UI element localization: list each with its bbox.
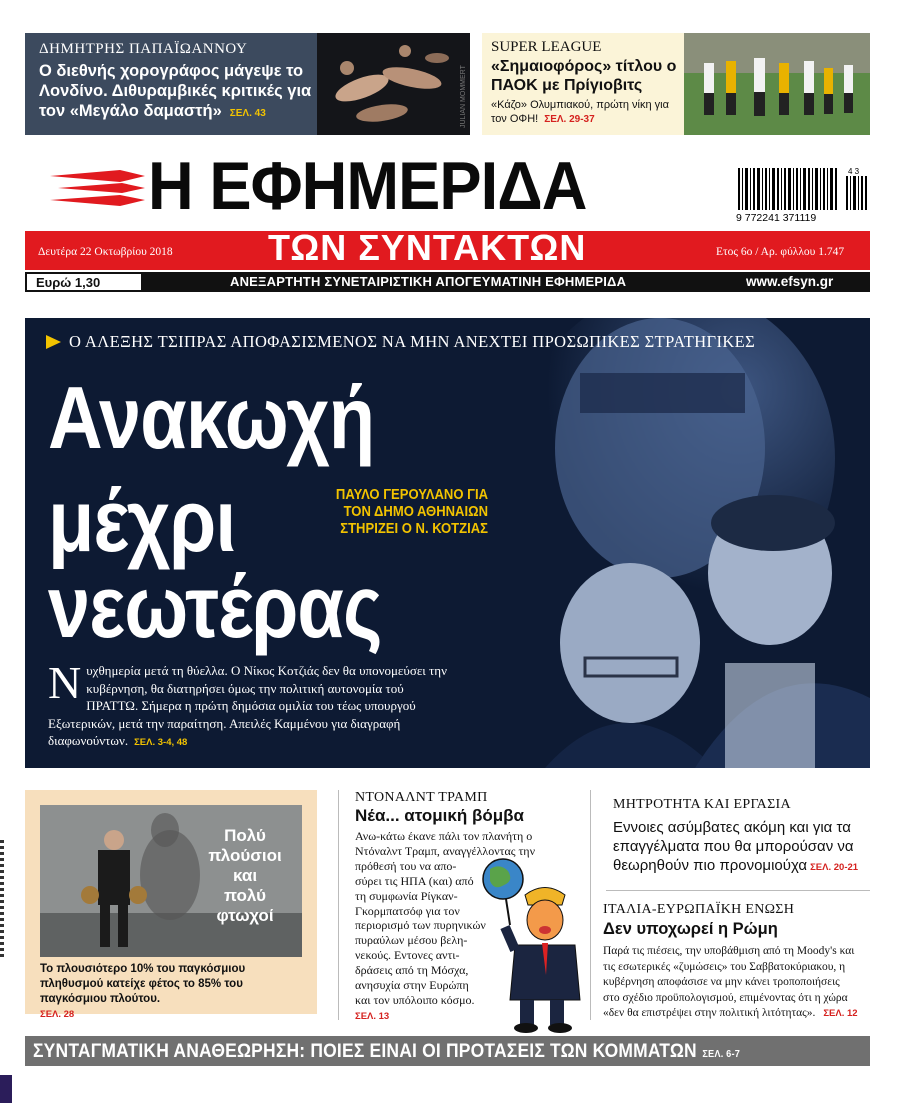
dancers-photo xyxy=(317,33,470,135)
teaser-dance[interactable] xyxy=(25,33,470,135)
teaser-football-sub-text: «Κάζο» Ολυμπιακού, πρώτη νίκη για τον ΟΦΗ! xyxy=(491,99,669,125)
banner-page-ref: ΣΕΛ. 6-7 xyxy=(702,1049,741,1060)
trump-body-line: Γκορμπατσόφ για τον xyxy=(355,903,460,918)
main-kicker-text: Ο ΑΛΕΞΗΣ ΤΣΙΠΡΑΣ ΑΠΟΦΑΣΙΣΜΕΝΟΣ ΝΑ ΜΗΝ ΑΝΕΧΤΕΙ ΠΡΟΣΩΠΙΚΕΣ ΣΤΡΑΤΗΓΙΚΕΣ xyxy=(69,332,756,351)
main-body-text: υχθημερία μετά τη θύελλα. Ο Νίκος Κοτζιάς δεν θα υπονομεύσει την κυβέρνηση, θα διατηρήσει όμως την πολιτική αυτονομία τού ΠΡΑΤΤΩ. Σήμερα η πρώτη δημόσια ομιλία του τέως υπουργού Εξωτερικών, μετά την παραίτηση. Απειλές Καμμένου για διαγραφή διαφωνούντων. xyxy=(48,663,447,748)
column-divider xyxy=(338,790,339,1020)
column-divider xyxy=(590,790,591,1020)
trump-body-line: πρόθεσή του να απο- xyxy=(355,858,457,873)
main-body xyxy=(48,657,448,752)
teaser-dance-headline xyxy=(39,61,329,124)
trump-page-ref: ΣΕΛ. 13 xyxy=(355,1010,390,1022)
website-link[interactable]: www.efsyn.gr xyxy=(746,274,834,289)
side-headline-line3: ΣΤΗΡΙΖΕΙ Ο Ν. ΚΟΤΖΙΑΣ xyxy=(340,521,488,537)
main-headline-line1: Ανακωχή xyxy=(48,368,375,467)
trump-body-line: σύρει τις ΗΠΑ (και) από xyxy=(355,873,474,888)
issue-date: Δευτέρα 22 Οκτωβρίου 2018 xyxy=(38,246,173,258)
side-headline xyxy=(299,487,488,538)
inequality-caption xyxy=(40,962,300,1022)
motherhood-kicker: ΜΗΤΡΟΤΗΤΑ ΚΑΙ ΕΡΓΑΣΙΑ xyxy=(613,797,791,812)
trump-body-line: και τον υπόλοιπο κόσμο. xyxy=(355,992,475,1007)
barcode-top-code: 4 3 xyxy=(848,167,860,176)
banner-headline xyxy=(33,1041,740,1066)
teaser-dance-kicker: ΔΗΜΗΤΡΗΣ ΠΑΠΑΪΩΑΝΝΟΥ xyxy=(39,41,248,57)
trump-kicker: ΝΤΟΝΑΛΝΤ ΤΡΑΜΠ xyxy=(355,790,488,805)
main-kicker xyxy=(46,332,755,352)
italy-body-line: Παρά τις πιέσεις, την υποβάθμιση από τη Moody's και xyxy=(603,945,855,957)
inequality-caption-text: Το πλουσιότερο 10% του παγκόσμιου πληθυσμού κατείχε φέτος το 85% του παγκόσμιου πλούτου. xyxy=(40,963,246,1005)
italy-headline[interactable]: Δεν υποχωρεί η Ρώμη xyxy=(603,920,778,938)
teaser-dance-text xyxy=(39,41,329,124)
masthead-title: Η ΕΦΗΜΕΡΙΔΑ xyxy=(148,148,587,224)
italy-body-line: στο σχέδιο προϋπολογισμού, επιμένοντας ότι η χώρα xyxy=(603,991,848,1004)
italy-kicker: ΙΤΑΛΙΑ-ΕΥΡΩΠΑΪΚΗ ΕΝΩΣΗ xyxy=(603,902,795,917)
main-headline-line3: νεωτέρας xyxy=(48,557,382,656)
photo-credit: JULIAN MOMMERT xyxy=(460,65,467,128)
banner-headline-text: ΣΥΝΤΑΓΜΑΤΙΚΗ ΑΝΑΘΕΩΡΗΣΗ: ΠΟΙΕΣ ΕΙΝΑΙ ΟΙ ΠΡΟΤΑΣΕΙΣ ΤΩΝ ΚΟΜΜΑΤΩΝ xyxy=(33,1041,697,1062)
italy-body-line-last xyxy=(603,1006,871,1022)
trump-body-line: δράσεις από τη Μόσχα, xyxy=(355,963,469,978)
page-corner-mark xyxy=(0,1075,12,1103)
motherhood-story[interactable] xyxy=(613,818,868,877)
teaser-football-text xyxy=(491,39,686,127)
teaser-football-sub xyxy=(491,98,686,127)
masthead-tagline: ΑΝΕΞΑΡΤΗΤΗ ΣΥΝΕΤΑΙΡΙΣΤΙΚΗ ΑΠΟΓΕΥΜΑΤΙΝΗ ΕΦΗΜΕΡΙΔΑ xyxy=(230,274,627,289)
barcode-number: 9 772241 371119 xyxy=(736,212,817,224)
inequality-title-line3: και xyxy=(232,866,258,885)
teaser-football-page: ΣΕΛ. 29-37 xyxy=(544,114,595,125)
trump-body-line: Ανω-κάτω έκανε πάλι τον πλανήτη ο xyxy=(355,829,533,843)
inequality-title-line2: πλούσιοι xyxy=(208,846,282,865)
barcode xyxy=(736,166,870,224)
story-divider xyxy=(606,890,870,891)
inequality-title-line4: πολύ xyxy=(223,886,267,905)
inequality-title-line5: φτωχοί xyxy=(216,906,274,925)
logo-pens-icon xyxy=(50,168,145,208)
teaser-football-headline: «Σημαιοφόρος» τίτλου ο ΠΑΟΚ με Πρίγιοβιτς xyxy=(491,58,677,94)
trump-body-line: πυραύλων μέσου βελη- xyxy=(355,933,468,948)
inequality-title xyxy=(200,826,290,926)
kicker-arrow-icon xyxy=(46,335,61,349)
masthead-subtitle: ΤΩΝ ΣΥΝΤΑΚΤΩΝ xyxy=(268,227,587,268)
main-headline-line2: μέχρι xyxy=(48,471,236,570)
side-headline-line1: ΠΑΥΛΟ ΓΕΡΟΥΛΑΝΟ ΓΙΑ xyxy=(335,487,488,503)
motherhood-body: Εννοιες ασύμβατες ακόμη και για τα επαγγέλματα που θα μπορούσαν να θεωρηθούν πιο προνομιούχα xyxy=(613,819,854,874)
italy-body-line: τις εσωτερικές «ζυμώσεις» του Σαββατοκύριακου, η xyxy=(603,960,846,973)
trump-body-line: περιορισμό των πυρηνικών xyxy=(355,918,486,933)
teaser-football-kicker: SUPER LEAGUE xyxy=(491,39,602,55)
trump-body-line: νεκούς. Εντονες αντι- xyxy=(355,948,460,963)
issue-number: Ετος 6ο / Αρ. φύλλου 1.747 xyxy=(716,246,845,258)
teaser-dance-headline-text: Ο διεθνής χορογράφος μάγεψε το Λονδίνο. Διθυραμβικές κριτικές για τον «Μεγάλο δαμαστή» xyxy=(39,62,312,120)
teaser-football[interactable] xyxy=(482,33,870,135)
italy-body-line: «δεν θα επιστρέψει στην πολιτική λιτότητας». xyxy=(603,1007,816,1019)
italy-body-line: κυβέρνηση αποφάσισε να μην κάνει τροποποιήσεις xyxy=(603,976,840,988)
italy-page-ref: ΣΕΛ. 12 xyxy=(823,1008,858,1019)
italy-body xyxy=(603,944,871,1022)
trump-body-line: τη συμφωνία Ρίγκαν- xyxy=(355,888,458,903)
teaser-dance-page: ΣΕΛ. 43 xyxy=(229,108,266,119)
trump-cartoon xyxy=(470,855,590,1035)
main-dropcap: Ν xyxy=(48,657,82,708)
motherhood-page-ref: ΣΕΛ. 20-21 xyxy=(810,862,859,873)
inequality-page-ref: ΣΕΛ. 28 xyxy=(40,1009,75,1020)
trump-body-line: ανησυχία στην Ευρώπη xyxy=(355,978,469,993)
page-edge-mark xyxy=(0,840,4,960)
inequality-title-line1: Πολύ xyxy=(224,826,266,845)
side-headline-line2: ΤΟΝ ΔΗΜΟ ΑΘΗΝΑΙΩΝ xyxy=(343,504,488,520)
trump-headline[interactable]: Νέα... ατομική βόμβα xyxy=(355,806,524,825)
main-page-ref: ΣΕΛ. 3-4, 48 xyxy=(134,737,188,748)
football-photo xyxy=(684,33,870,135)
price-tag: Ευρώ 1,30 xyxy=(25,272,143,292)
trump-body-line: Ντόναλντ Τραμπ, αναγγέλλοντας την xyxy=(355,843,536,858)
